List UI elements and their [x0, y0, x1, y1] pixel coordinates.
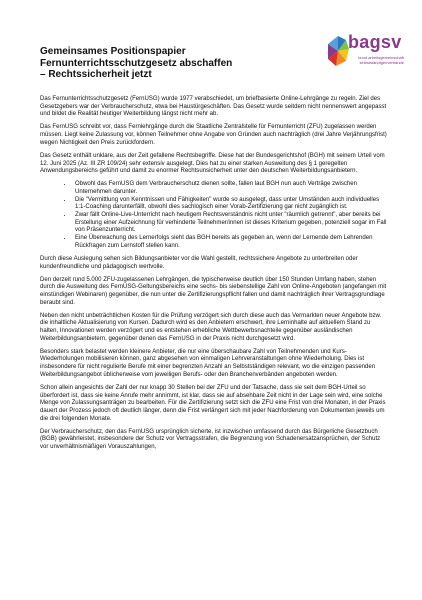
logo-wordmark: bagsv: [348, 32, 402, 52]
paragraph-2: Das FernUSG schreibt vor, dass Fernlehrgänge durch die Staatliche Zentralstelle für Fernunterricht (ZFU) zugelassen werden müssen. Liegt keine Zulassung vor, können Teilnehmer ohne Angabe von Gründen auch nachträglich (drei Jahre Verjährungsfrist) wegen Nichtigkeit den Preis zurückfordern.: [40, 124, 387, 146]
paragraph-4: Durch diese Auslegung sehen sich Bildungsanbieter vor die Wahl gestellt, rechtssichere Angebote zu unterbreiten oder kundenfreundliche und pädagogisch wertvolle.: [40, 255, 358, 270]
bagsv-logo: [326, 32, 404, 80]
document-title: [40, 46, 340, 81]
paragraph-3: Das Gesetz enthält unklare, aus der Zeit gefallene Rechtsbegriffe. Diese hat der Bundesgerichtshof (BGH) mit seinem Urteil vom 12. Juni 2025 (Az. III ZR 109/24) sehr extensiv ausgelegt. Dies hat zu einer starken Ausweitung des § 1 geregelten Anwendungsbereichs geführt und damit zu enormer Rechtsunsicherheit unter den deutschen Weiterbildungsanbietern.: [40, 152, 385, 175]
document-body: [40, 96, 390, 457]
logo-tagline-2: selbstständigenverbände: [359, 60, 404, 65]
paragraph-1: Das Fernunterrichtsschutzgesetz (FernUSG) wurde 1977 verabschiedet, um briefbasierte Online-Lehrgänge zu regeln. Ziel des Gesetzgebers war der Verbraucherschutz, etwa bei Haustürgeschäften. Das Gesetz wurde seitdem nicht nennenswert angepasst und bildet die Realität heutiger Weiterbildung längst nicht mehr ab.: [40, 96, 387, 118]
logo-pinwheel-icon: [326, 34, 350, 68]
bullet-item: • Zwar fällt Online-Live-Unterricht nach heutigem Rechtsverständnis nicht unter "räumlich getrennt", aber bereits bei Erstellung einer Aufzeichnung für verhinderte Teilnehmer/innen ist dieses Kriterium gegeben, potenziell sogar im Fall von Präsenzunterricht.: [73, 212, 390, 235]
bullet-item: • Obwohl das FernUSG dem Verbraucherschutz dienen sollte, fallen laut BGH nun auch Verträge zwischen Unternehmen darunter.: [73, 181, 390, 196]
title-line-2: Fernunterrichtsschutzgesetz abschaffen: [40, 57, 233, 69]
paragraph-9: Der Verbraucherschutz, den das FernUSG ursprünglich sicherte, ist inzwischen umfassend durch das Bürgerliche Gesetzbuch (BGB) gewährleistet, insbesondere der Schutz vor Vertragsstrafen, die Begrenzung von Schadenersatzansprüchen, der Schutz vor unverhältnismäßigen Vorauszahlungen,: [40, 428, 381, 451]
title-line-1: Gemeinsames Positionspapier: [40, 46, 186, 57]
bullet-list: [40, 181, 390, 250]
title-line-3: – Rechtssicherheit jetzt: [40, 69, 152, 80]
paragraph-8: Schon allein angesichts der Zahl der nur knapp 30 Stellen bei der ZFU und der Tatsache, dass sie seit dem BGH-Urteil so überfordert ist, dass sie keine Anrufe mehr annimmt, ist klar, dass sie auf absehbare Zeit nicht in der Lage sein wird, eine solche Menge von Zulassungsanträgen zu bearbeiten. Für die Zertifizierung setzt sich die ZFU eine Frist von drei Monaten, in der Praxis dauert der Prozess jedoch oft deutlich länger, denn die Frist verlängert sich mit jeder Nachforderung von Dokumenten jeweils um die drei folgenden Monate.: [40, 384, 386, 422]
logo-tagline-1: bund arbeitsgemeinschaft: [358, 55, 404, 60]
paragraph-7: Besonders stark belastet werden kleinere Anbieter, die nur eine überschaubare Zahl von Teilnehmenden und Kurs-Wiederholungen mobilisieren können, ganz abgesehen von einmaligen Lehrveranstaltungen ohne Wiederholung. Dies ist insbesondere für nicht regulierte Berufe mit einer begrenzten Anzahl an Selbstständigen relevant, wo die einzigen passenden Weiterbildungsangebot üblicherweise vom jeweiligen Berufs- oder den Branchenverbänden angeboten werden.: [40, 348, 376, 378]
paragraph-5: Den derzeit rund 5.000 ZFU-zugelassenen Lehrgängen, die typischerweise deutlich über 150 Stunden Umfang haben, stehen durch die Ausweitung des FernUSG-Geltungsbereichs eine sechs- bis siebenstellige Zahl von Online-Angeboten (angefangen mit einstündigen Webinaren) gegenüber, die nun unter die Zertifizierungspflicht fallen und damit nachträglich ihrer Vertragsgrundlage beraubt sind.: [40, 276, 387, 306]
bullet-item: • Eine Überwachung des Lernerfolgs sieht das BGH bereits als gegeben an, wenn der Lernende dem Lehrenden Rückfragen zum Lernstoff stellen kann.: [73, 235, 390, 250]
logo-tagline: [348, 55, 404, 65]
paragraph-6: Neben den nicht unbeträchtlichen Kosten für die Prüfung verzögert sich durch diese auch das Vermarkten neuer Angebote bzw. die inhaltliche Aktualisierung von Kursen. Dadurch wird es den Anbietern erschwert, ihre Lerninhalte auf aktuellem Stand zu halten, Innovationen werden verzögert und es entstehen erhebliche Wettbewerbsnachteile gegenüber ausländischen Weiterbildungsanbietern, gegenüber denen das FernUSG in der Praxis nicht durchgesetzt wird.: [40, 312, 382, 342]
bullet-item: • Die "Vermittlung von Kenntnissen und Fähigkeiten" wurde so ausgelegt, dass unter Umständen auch individuelles 1:1-Coaching darunterfällt, obwohl dies sachlogisch einer Vorab-Zertifizierung gar nicht zugänglich ist.: [73, 197, 390, 212]
